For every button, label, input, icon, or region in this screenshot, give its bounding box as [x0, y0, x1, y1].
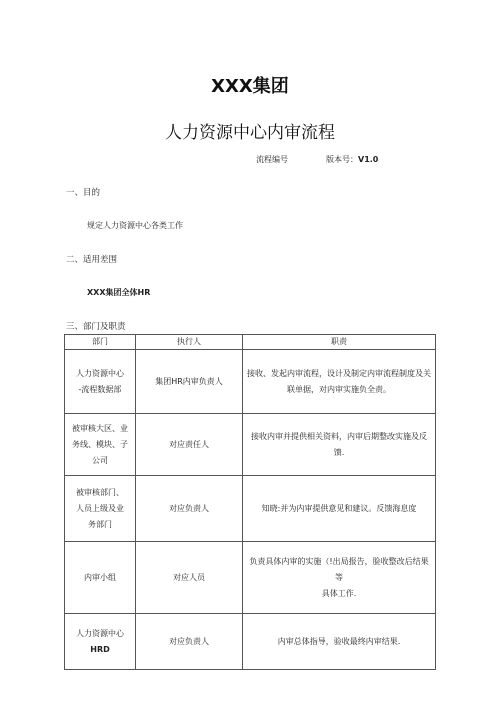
duty-cell: 内审总体指导，验收最终内审结果. [243, 614, 436, 670]
duties-table [64, 334, 436, 670]
header-dept: 部门 [65, 335, 136, 350]
dept-cell: 内审小组 [65, 542, 136, 614]
table-row [65, 476, 436, 542]
exec-cell: 对应责任人 [136, 414, 243, 476]
section-heading-scope: 二、适用差围 [66, 255, 118, 265]
header-duty: 职责 [243, 335, 436, 350]
section-body-purpose: 规定人力资源中心各类工作 [87, 221, 183, 230]
dept-cell: 人力资源中心 -流程数据部 [65, 350, 136, 414]
version-value: V1.0 [358, 155, 379, 164]
dept-cell: 被审核大区、业 务线、模块、子 公司 [65, 414, 136, 476]
section-body-scope: XXX集团全体HR [87, 288, 151, 297]
section-heading-purpose: 一、目的 [66, 188, 101, 198]
duty-cell: 接收、发起内审流程，设计及制定内审流程制度及关 联单据，对内审实施负全责。 [243, 350, 436, 414]
dept-cell: 人力资源中心 HRD [65, 614, 136, 670]
dept-cell: 被审核部门、 人员上级及业 务部门 [65, 476, 136, 542]
duty-cell: 接收内审并提供相关资料，内审后期整改实施及反馈. [243, 414, 436, 476]
exec-cell: 对应负责人 [136, 476, 243, 542]
header-exec: 执行人 [136, 335, 243, 350]
exec-cell: 集团HR内审负责人 [136, 350, 243, 414]
document-title: 人力资源中心内审流程 [165, 123, 335, 143]
table-header-row [65, 335, 436, 350]
exec-cell: 对应人员 [136, 542, 243, 614]
duty-cell: 负责具体内审的实施（!出局报告，脸收整改后结果等 具体工作. [243, 542, 436, 614]
section-heading-duties: 三、部门及职责 [66, 322, 126, 332]
table-row [65, 614, 436, 670]
version-info [326, 154, 378, 165]
table-row [65, 414, 436, 476]
version-label: 版本号： [326, 155, 358, 164]
duty-cell: 知晓:并为内审提供意见和建议。反馈海息度 [243, 476, 436, 542]
process-number-label: 流程编号 [256, 155, 288, 164]
table-row [65, 350, 436, 414]
table-row [65, 542, 436, 614]
exec-cell: 对应负责人 [136, 614, 243, 670]
company-name: XXX集团 [211, 76, 289, 97]
